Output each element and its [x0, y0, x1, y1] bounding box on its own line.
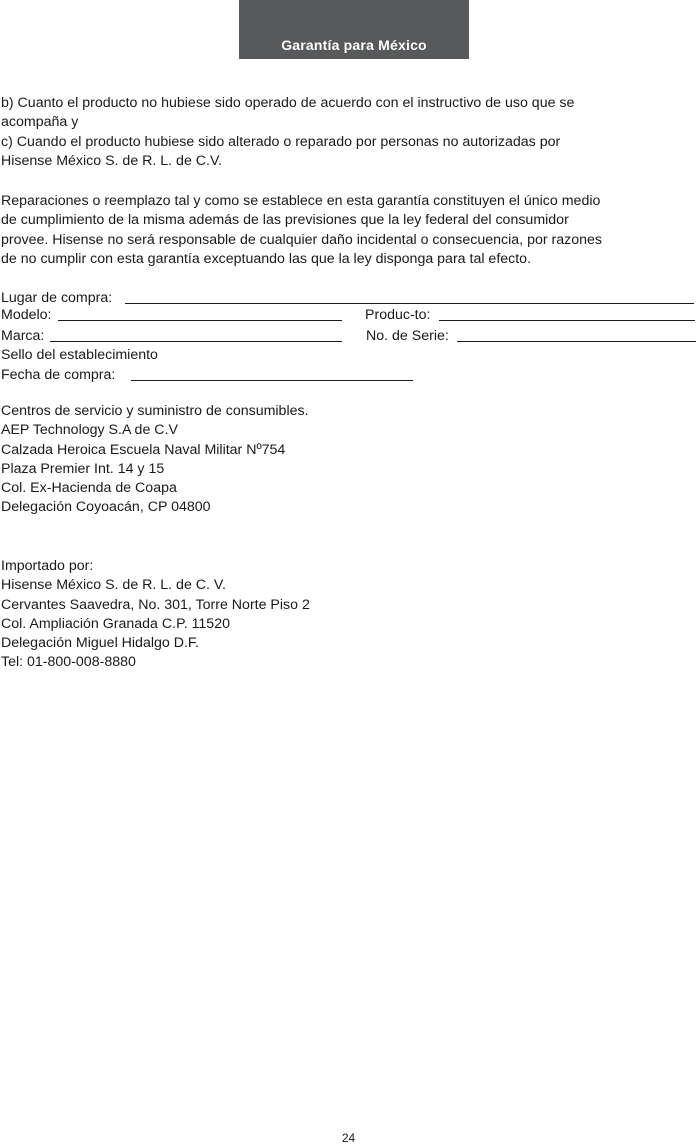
- producto-field[interactable]: [439, 320, 695, 321]
- service-line: Delegación Coyoacán, CP 04800: [1, 499, 211, 516]
- paragraph-line: de cumplimiento de la misma además de las previsiones que la ley federal del consumidor: [1, 212, 569, 229]
- importer-info: [1, 557, 310, 673]
- section-header-tab: [239, 0, 469, 59]
- condition-line: b) Cuanto el producto no hubiese sido operado de acuerdo con el instructivo de uso que se: [1, 95, 575, 111]
- condition-line: c) Cuando el producto hubiese sido alterado o reparado por personas no autorizadas por: [1, 133, 561, 150]
- paragraph-line: Reparaciones o reemplazo tal y como se establece en esta garantía constituyen el único medio: [1, 193, 601, 209]
- section-title: Garantía para México: [281, 37, 427, 53]
- paragraph-line: de no cumplir con esta garantía exceptuando las que la ley disponga para tal efecto.: [1, 250, 532, 267]
- importer-line: Cervantes Saavedra, No. 301, Torre Norte Piso 2: [1, 596, 310, 613]
- lugar-compra-label: Lugar de compra:: [1, 290, 113, 306]
- importer-line: Col. Ampliación Granada C.P. 11520: [1, 615, 230, 632]
- fecha-compra-field[interactable]: [131, 380, 413, 381]
- fecha-compra-label: Fecha de compra:: [1, 367, 116, 383]
- warranty-conditions: [1, 94, 574, 171]
- importer-line: Importado por:: [1, 558, 94, 574]
- marca-label: Marca:: [1, 328, 45, 344]
- condition-line: Hisense México S. de R. L. de C.V.: [1, 152, 223, 169]
- service-line: Plaza Premier Int. 14 y 15: [1, 460, 165, 477]
- page-number: 24: [341, 1131, 356, 1145]
- importer-line: Delegación Miguel Hidalgo D.F.: [1, 635, 199, 652]
- service-centers: [1, 402, 309, 518]
- sello-label: Sello del establecimiento: [1, 347, 158, 363]
- service-line: Centros de servicio y suministro de consumibles.: [1, 403, 309, 419]
- importer-line: Tel: 01-800-008-8880: [1, 654, 136, 671]
- producto-label: Produc-to:: [365, 307, 431, 323]
- condition-line: acompaña y: [1, 114, 79, 131]
- service-line: Calzada Heroica Escuela Naval Militar Nº754: [1, 441, 286, 458]
- modelo-label: Modelo:: [1, 307, 52, 323]
- marca-field[interactable]: [50, 341, 342, 342]
- service-line: Col. Ex-Hacienda de Coapa: [1, 480, 177, 497]
- paragraph-line: provee. Hisense no será responsable de cualquier daño incidental o consecuencia, por razones: [1, 231, 602, 248]
- importer-line: Hisense México S. de R. L. de C. V.: [1, 577, 227, 594]
- lugar-compra-field[interactable]: [125, 303, 694, 304]
- modelo-field[interactable]: [58, 320, 342, 321]
- serie-label: No. de Serie:: [366, 328, 449, 344]
- service-line: AEP Technology S.A de C.V: [1, 422, 178, 439]
- serie-field[interactable]: [457, 341, 696, 342]
- repairs-paragraph: [1, 192, 602, 269]
